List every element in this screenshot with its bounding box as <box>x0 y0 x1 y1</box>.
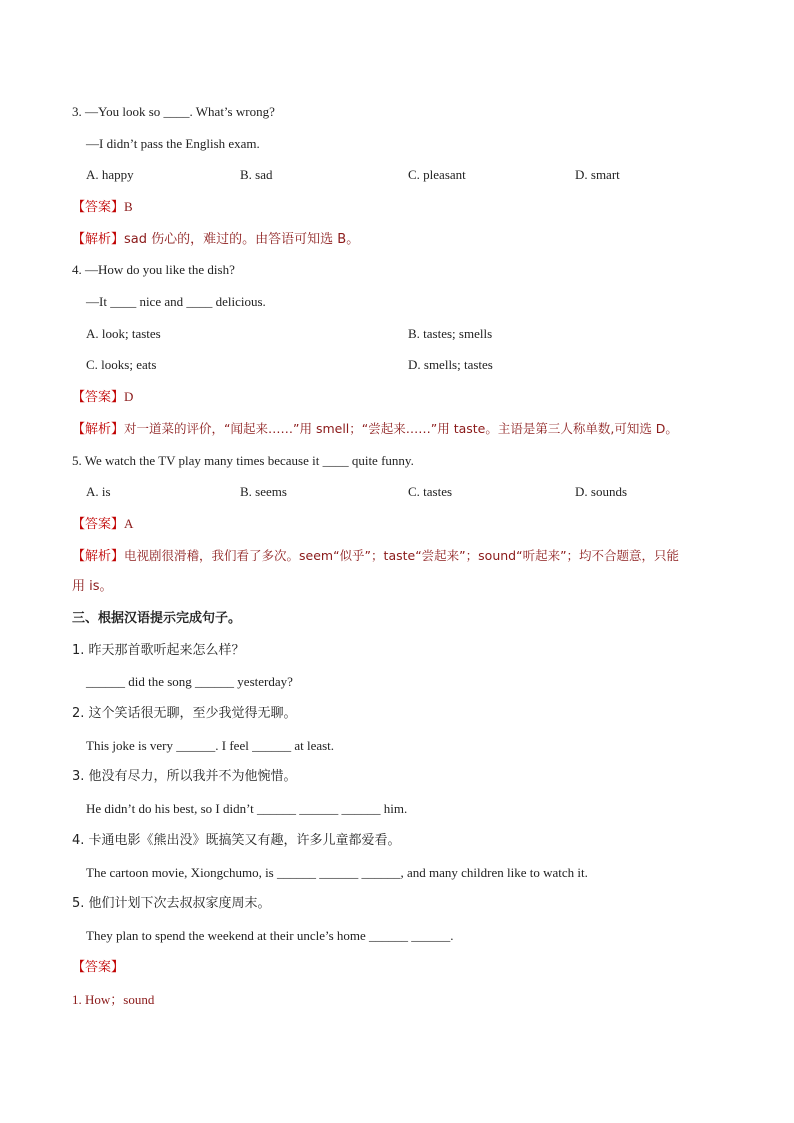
final-answer-1: 1. How；sound <box>72 992 155 1007</box>
question-3-option-a: A. happy <box>86 167 134 182</box>
question-4-option-d: D. smells; tastes <box>408 357 493 372</box>
question-3-prompt: 3. —You look so ____. What’s wrong? <box>72 104 275 119</box>
question-5-analysis-line-2: 用 is。 <box>72 579 113 594</box>
question-5-prompt: 5. We watch the TV play many times because it ____ quite funny. <box>72 453 414 468</box>
question-3-analysis-row <box>72 230 359 249</box>
question-3-analysis: sad 伤心的，难过的。由答语可知选 B。 <box>124 232 360 247</box>
analysis-tag: 【解析】 <box>72 549 125 564</box>
question-4-answer: D <box>124 389 134 404</box>
question-5-answer: A <box>124 516 134 531</box>
question-5-option-a: A. is <box>86 484 111 499</box>
question-4-analysis-row <box>72 420 678 439</box>
question-5-option-c: C. tastes <box>408 484 453 499</box>
question-3-reply: —I didn’t pass the English exam. <box>86 136 260 151</box>
question-5-option-b: B. seems <box>240 484 287 499</box>
question-4-option-b: B. tastes; smells <box>408 326 493 341</box>
question-5-analysis-row <box>72 547 679 566</box>
translate-2-chinese: 2. 这个笑话很无聊，至少我觉得无聊。 <box>72 706 297 721</box>
final-answer-tag: 【答案】 <box>72 960 125 975</box>
translate-2-english: This joke is very ______. I feel ______ at least. <box>86 738 335 753</box>
translate-3-english: He didn’t do his best, so I didn’t ______ ______ ______ him. <box>86 801 408 816</box>
translate-1-english: ______ did the song ______ yesterday? <box>86 674 293 689</box>
question-3-option-d: D. smart <box>575 167 620 182</box>
translate-1-chinese: 1. 昨天那首歌听起来怎么样？ <box>72 643 245 658</box>
section-title: 三、根据汉语提示完成句子。 <box>72 611 242 626</box>
answer-tag: 【答案】 <box>72 517 125 532</box>
question-3-answer: B <box>124 199 133 214</box>
translate-5-english: They plan to spend the weekend at their uncle’s home ______ ______. <box>86 928 454 943</box>
translate-5-chinese: 5. 他们计划下次去叔叔家度周末。 <box>72 896 271 911</box>
question-4-answer-row <box>72 388 133 407</box>
question-4-analysis: 对一道菜的评价，“闻起来……”用 smell；“尝起来……”用 taste。主语是第三人称单数,可知选 D。 <box>124 421 678 436</box>
translate-4-english: The cartoon movie, Xiongchumo, is ______ ______ ______, and many children like to watch it. <box>86 865 588 880</box>
question-3-answer-row <box>72 198 133 217</box>
question-5-answer-row <box>72 515 133 534</box>
question-4-option-a: A. look; tastes <box>86 326 161 341</box>
translate-3-chinese: 3. 他没有尽力，所以我并不为他惋惜。 <box>72 769 297 784</box>
analysis-tag: 【解析】 <box>72 422 125 437</box>
answer-tag: 【答案】 <box>72 390 125 405</box>
analysis-tag: 【解析】 <box>72 232 125 247</box>
question-3-option-b: B. sad <box>240 167 273 182</box>
question-4-reply: —It ____ nice and ____ delicious. <box>86 294 266 309</box>
question-4-prompt: 4. —How do you like the dish? <box>72 262 235 277</box>
question-3-option-c: C. pleasant <box>408 167 466 182</box>
question-5-analysis-line-1: 电视剧很滑稽，我们看了多次。seem“似乎”；taste“尝起来”；sound“听起来”；均不合题意，只能 <box>124 548 680 563</box>
translate-4-chinese: 4. 卡通电影《熊出没》既搞笑又有趣，许多儿童都爱看。 <box>72 833 401 848</box>
question-4-option-c: C. looks; eats <box>86 357 157 372</box>
answer-tag: 【答案】 <box>72 200 125 215</box>
question-5-option-d: D. sounds <box>575 484 628 499</box>
